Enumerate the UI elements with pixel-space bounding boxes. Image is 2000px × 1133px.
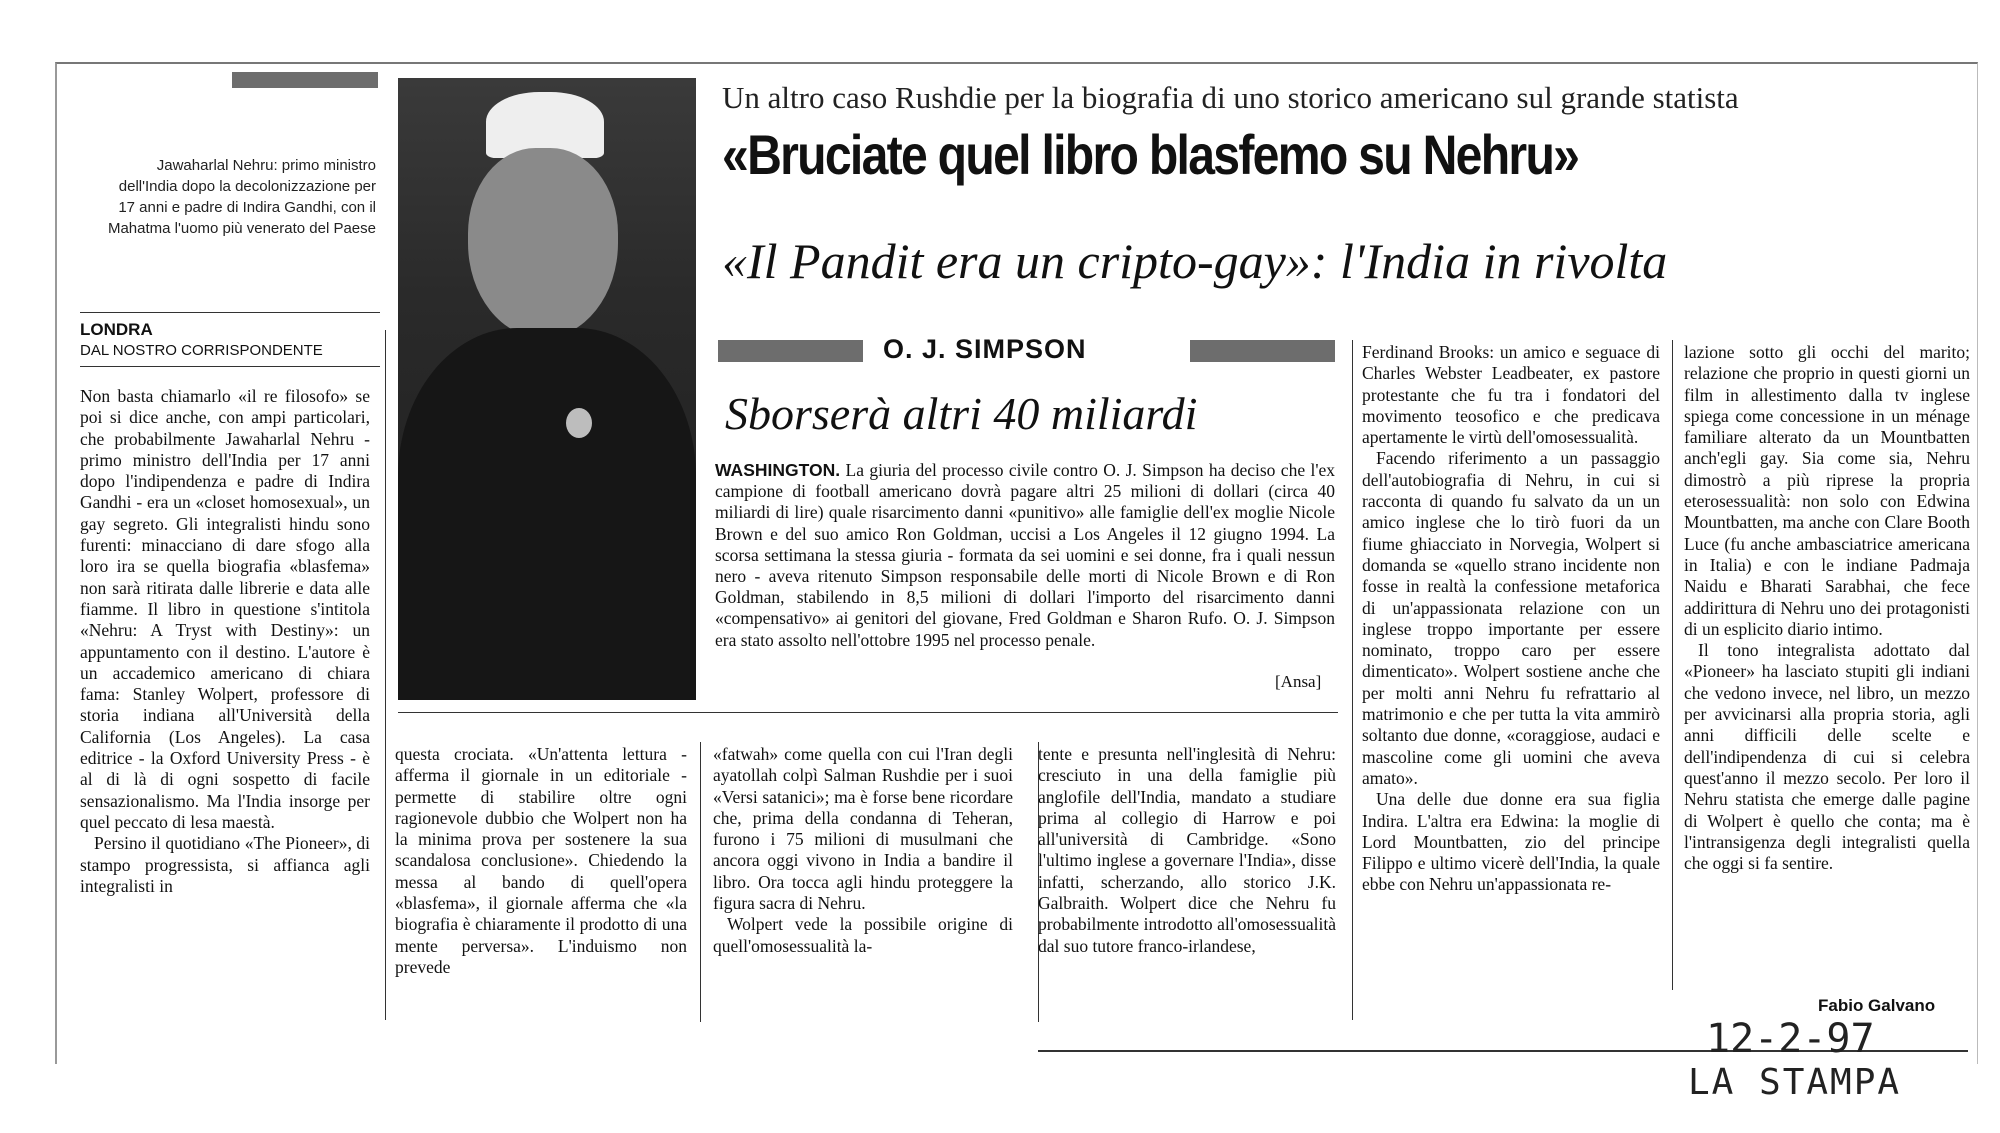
box-label: O. J. SIMPSON [883,334,1087,364]
paragraph: Facendo riferimento a un passaggio dell'autobiografia di Nehru, in cui si racconta di quando fu salvato da un un amico inglese che lo tirò fuori da un fiume ghiacciato in Norvegia, Wolpert si domanda se «quello strano incidente non fosse in realtà la confessione metaforica di un'appassionata relazione con un inglese troppo importante per essere nominato, troppo caro per essere dimenticato». Wolpert sostiene anche che per molti anni Nehru fu refrattario al matrimonio e che per tutta la vita ammirò soltanto due donne, «coraggiose, audaci e mascoline come gli uomini che aveva amato». [1362,448,1660,788]
box-bottom-rule [398,712,1338,713]
kicker: Un altro caso Rushdie per la biografia di uno storico americano sul grande statista [722,80,1739,115]
subheadline: «Il Pandit era un cripto-gay»: l'India in rivolta [722,233,1668,289]
paragraph: «fatwah» come quella con cui l'Iran degli ayatollah colpì Salman Rushdie per i suoi «Versi satanici»; ma è forse bene ricordare che, prima della condanna di Teheran, furono i 75 milioni di musulmani che ancora oggi vivono in India a bandire il libro. Ora tocca agli hindu proteggere la figura sacra di Nehru. [713,744,1013,914]
paragraph: Una delle due donne era sua figlia Indira. L'altra era Edwina: la moglie di Lord Mountbatten, zio del principe Filippo e ultimo vicerè dell'India, la quale ebbe con Nehru un'appassionata re- [1362,789,1660,895]
dateline-city: LONDRA [80,320,153,339]
article-column-4 [1038,744,1336,957]
nehru-photo [398,78,696,700]
paragraph: lazione sotto gli occhi del marito; relazione che proprio in questi giorni un film in allestimento dalla tv inglese spiega come concessione in un ménage familiare alterato da un Mountbatten anch'egli gay. Sia come sia, Nehru dimostrò a più riprese la propria eterosessualità: non solo con Edwina Mountbatten, ma anche con Clare Booth Luce (fu anche ambasciatrice americana in Italia) e con le indiane Padmaja Naidu e Bharati Sarabhai, che fece addirittura di Nehru uno dei protagonisti di un esplicito diario intimo. [1684,342,1970,639]
article-column-6 [1684,342,1970,874]
paragraph: Persino il quotidiano «The Pioneer», di stampo progressista, si affianca agli integralisti in [80,833,370,896]
headline: «Bruciate quel libro blasfemo su Nehru» [722,123,1579,186]
handwritten-date: 12-2-97 [1706,1016,1875,1062]
handwritten-paper: LA STAMPA [1688,1062,1902,1103]
paragraph: Il tono integralista adottato dal «Pioneer» ha lasciato stupiti gli indiani che vedono invece, nel libro, un mezzo per avvicinarsi alla propria storia, agli anni difficili delle scelte e dell'indipendenza di cui si celebra quest'anno il mezzo secolo. Per loro il Nehru statista che emerge dalle pagine di Wolpert è quello che conta; ma è l'intransigenza degli integralisti quella che oggi si fa sentire. [1684,640,1970,874]
byline: Fabio Galvano [1818,996,1936,1015]
box-rule-left [718,340,863,362]
box-rule-right [1190,340,1335,362]
paragraph: questa crociata. «Un'attenta lettura - afferma il giornale in un editoriale - permette di stabilire oltre ogni ragionevole dubbio che Wolpert non ha la minima prova per sostenere la sua scandalosa conclusione». Chiedendo la messa al bando di quell'opera «blasfema», il giornale afferma che «la biografia è chiaramente il prodotto di una mente perversa». L'induismo non prevede [395,744,687,977]
box-body [715,460,1335,651]
article-column-1 [80,386,370,897]
top-left-rule [232,72,378,88]
caption-rule [80,312,380,313]
column-rule [1352,340,1353,1020]
dateline-source: DAL NOSTRO CORRISPONDENTE [80,342,323,359]
box-city: WASHINGTON. [715,460,841,480]
column-rule [385,330,386,1020]
photo-caption: Jawaharlal Nehru: primo ministro dell'India dopo la decolonizzazione per 17 anni e padre di Indira Gandhi, con il Mahatma l'uomo più venerato del Paese [107,157,376,237]
box-text: La giuria del processo civile contro O. J. Simpson ha deciso che l'ex campione di football americano dovrà pagare altri 25 milioni di dollari (circa 40 miliardi di lire) quale risarcimento danni «punitivo» alle famiglie dell'ex moglie Nicole Brown e del suo amico Ron Goldman, uccisi a Los Angeles il 12 giugno 1994. La scorsa settimana la stessa giuria - formata da sei uomini e sei donne, fra i quali nessun nero - aveva ritenuto Simpson responsabile delle morti di Nicole Brown e di Ron Goldman, stabilendo in 8,5 milioni di dollari l'importo del risarcimento danni «compensativo» ai genitori del giovane, Fred Goldman e Sharon Rufo. O. J. Simpson era stato assolto nell'ottobre 1995 nel processo penale. [715,460,1336,650]
article-column-5 [1362,342,1660,896]
paragraph: Ferdinand Brooks: un amico e seguace di Charles Webster Leadbeater, ex pastore protestante che fu tra i fondatori del movimento teosofico e che predicava apertamente le virtù dell'omosessualità. [1362,342,1660,448]
column-rule [700,742,701,1022]
article-column-2 [395,744,687,978]
paragraph: Wolpert vede la possibile origine di quell'omosessualità la- [713,914,1013,956]
box-source: [Ansa] [1275,672,1322,691]
paragraph: tente e presunta nell'inglesità di Nehru: cresciuto in una della famiglie più anglofile dell'India, mandato a studiare prima al collegio di Harrow e poi all'università di Cambridge. «Sono l'ultimo inglese a governare l'India», disse infatti, scherzando, allo storico J.K. Galbraith. Wolpert dice che Nehru fu probabilmente introdotto all'omosessualità dal suo tutore franco-irlandese, [1038,744,1336,956]
column-rule [1672,340,1673,990]
dateline-rule [80,366,380,367]
article-column-3 [713,744,1013,957]
paragraph: Non basta chiamarlo «il re filosofo» se poi si dice anche, con ampi particolari, che probabilmente Jawaharlal Nehru - primo ministro dell'India per 17 anni dopo l'indipendenza e padre di Indira Gandhi - era un «closet homosexual», un gay segreto. Gli integralisti hindu sono furenti: minacciano di dare sfogo alla loro ira se quella biografia «blasfema» non sarà ritirata dalle librerie e data alle fiamme. Il libro in questione s'intitola «Nehru: A Tryst with Destiny»: un appuntamento con il destino. L'autore è un accademico americano di chiara fama: Stanley Wolpert, professore di storia indiana all'Università della California (Los Angeles). La casa editrice - la Oxford University Press - è al di là di ogni sospetto di facile sensazionalismo. Ma l'India insorge per quel peccato di lesa maestà. [80,386,370,832]
box-title: Sborserà altri 40 miliardi [725,388,1198,439]
